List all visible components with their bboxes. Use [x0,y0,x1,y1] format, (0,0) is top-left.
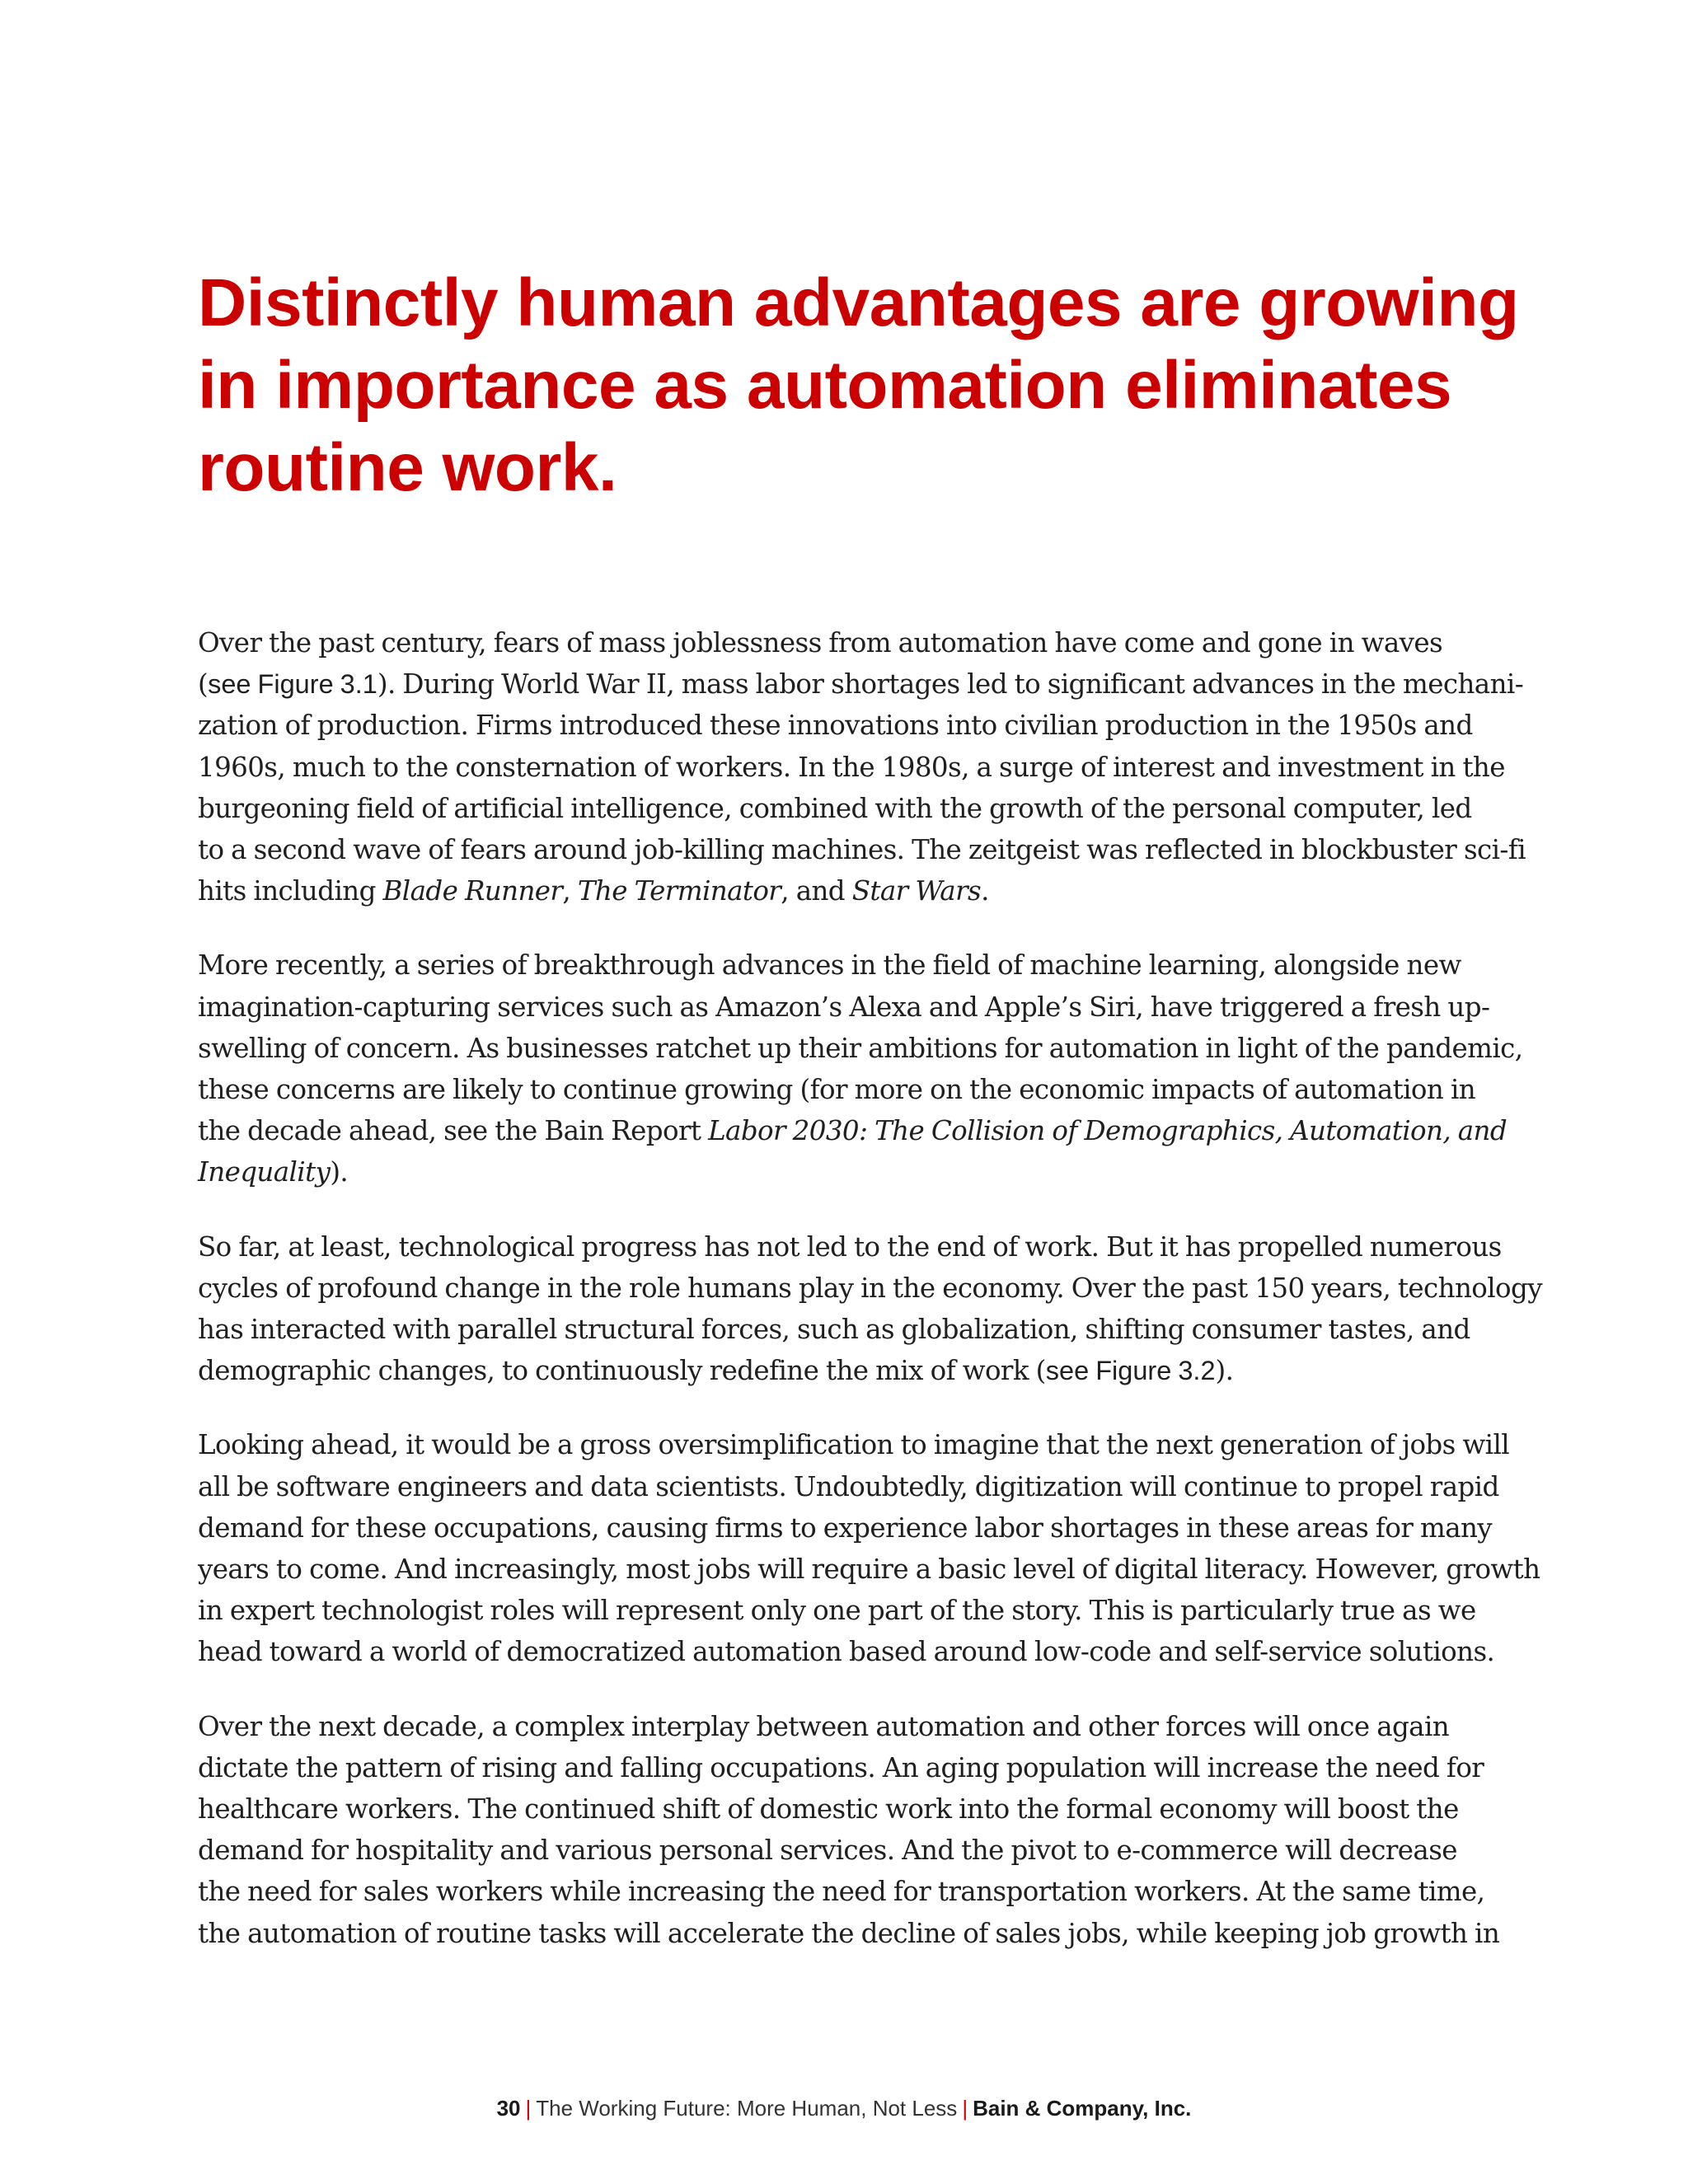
text-line: demand for hospitality and various personal services. And the pivot to e-commerce will decrease [198,1835,1457,1867]
report-title: Inequality [198,1156,331,1188]
text-line: has interacted with parallel structural forces, such as globalization, shifting consumer tastes, and [198,1314,1470,1346]
text-line: swelling of concern. As businesses ratchet up their ambitions for automation in light of the pandemic, [198,1032,1523,1064]
text-line: dictate the pattern of rising and falling occupations. An aging population will increase the need for [198,1751,1484,1783]
text-line: the need for sales workers while increasing the need for transportation workers. At the same time, [198,1876,1485,1908]
text-run: ). [1215,1355,1234,1387]
report-title: Labor 2030: The Collision of Demographics, Automation, and [708,1115,1507,1147]
text-line: demand for these occupations, causing firms to experience labor shortages in these areas for many [198,1511,1493,1544]
paragraph-5 [198,1706,1500,1954]
text-line: all be software engineers and data scientists. Undoubtedly, digitization will continue to propel rapid [198,1470,1499,1502]
text-line: head toward a world of democratized automation based around low-code and self-service solutions. [198,1636,1495,1668]
text-line [198,663,1524,705]
text-run: ). During World War II, mass labor shortages led to significant advances in the mechani- [377,668,1524,701]
text-line: 1960s, much to the consternation of workers. In the 1980s, a surge of interest and investment in the [198,751,1505,783]
footer-separator: | [962,2096,968,2121]
film-title: The Terminator [577,875,781,907]
text-run: , and [781,875,852,907]
paragraph-4 [198,1424,1540,1672]
text-run: , [562,875,578,907]
text-run: ). [330,1156,349,1188]
text-line: More recently, a series of breakthrough advances in the field of machine learning, alongside new [198,949,1461,982]
headline-line: in importance as automation eliminates [198,348,1452,423]
text-line: the automation of routine tasks will accelerate the decline of sales jobs, while keeping job growth in [198,1917,1500,1949]
body-text [198,622,1542,1987]
text-line: healthcare workers. The continued shift of domestic work into the formal economy will boost the [198,1793,1459,1825]
text-line: cycles of profound change in the role humans play in the economy. Over the past 150 years, technology [198,1272,1542,1304]
report-title-footer: The Working Future: More Human, Not Less [536,2096,958,2121]
film-title: Blade Runner [382,875,563,907]
paragraph-1 [198,622,1526,912]
text-run: ( [198,668,209,701]
figure-reference: see Figure 3.1 [208,669,377,700]
text-run: hits including [198,875,383,907]
text-line: imagination-capturing services such as Amazon’s Alexa and Apple’s Siri, have triggered a fresh up- [198,991,1490,1023]
text-line [198,1110,1507,1151]
text-line: Looking ahead, it would be a gross oversimplification to imagine that the next generation of jobs will [198,1429,1510,1461]
text-line: So far, at least, technological progress has not led to the end of work. But it has propelled numerous [198,1230,1502,1263]
text-line: Over the next decade, a complex interplay between automation and other forces will once again [198,1710,1450,1742]
figure-reference: see Figure 3.2 [1045,1356,1216,1386]
page-number: 30 [496,2096,521,2121]
text-line: years to come. And increasingly, most jobs will require a basic level of digital literacy. However, growth [198,1554,1540,1586]
text-line: Over the past century, fears of mass joblessness from automation have come and gone in waves [198,627,1443,658]
company-name: Bain & Company, Inc. [973,2096,1192,2121]
text-run: demographic changes, to continuously redefine the mix of work ( [198,1355,1046,1387]
text-line: to a second wave of fears around job-killing machines. The zeitgeist was reflected in blockbuster sci-fi [198,834,1526,866]
page-headline [198,262,1550,509]
text-line: these concerns are likely to continue growing (for more on the economic impacts of automation in [198,1074,1476,1106]
film-title: Star Wars [851,875,982,907]
headline-line: Distinctly human advantages are growing [198,265,1519,340]
text-line [198,1350,1500,1391]
footer-separator: | [525,2096,532,2121]
paragraph-3 [198,1226,1542,1392]
text-line: burgeoning field of artificial intelligence, combined with the growth of the personal computer, led [198,792,1472,824]
paragraph-2 [198,944,1523,1193]
text-line: zation of production. Firms introduced these innovations into civilian production in the 1950s and [198,710,1473,742]
text-line [198,1151,1500,1193]
text-run: . [981,875,989,907]
page-footer [0,2096,1688,2121]
text-line: in expert technologist roles will represent only one part of the story. This is particularly true as we [198,1595,1476,1627]
headline-line: routine work. [198,430,617,505]
text-run: the decade ahead, see the Bain Report [198,1115,709,1147]
text-line [198,870,1500,912]
